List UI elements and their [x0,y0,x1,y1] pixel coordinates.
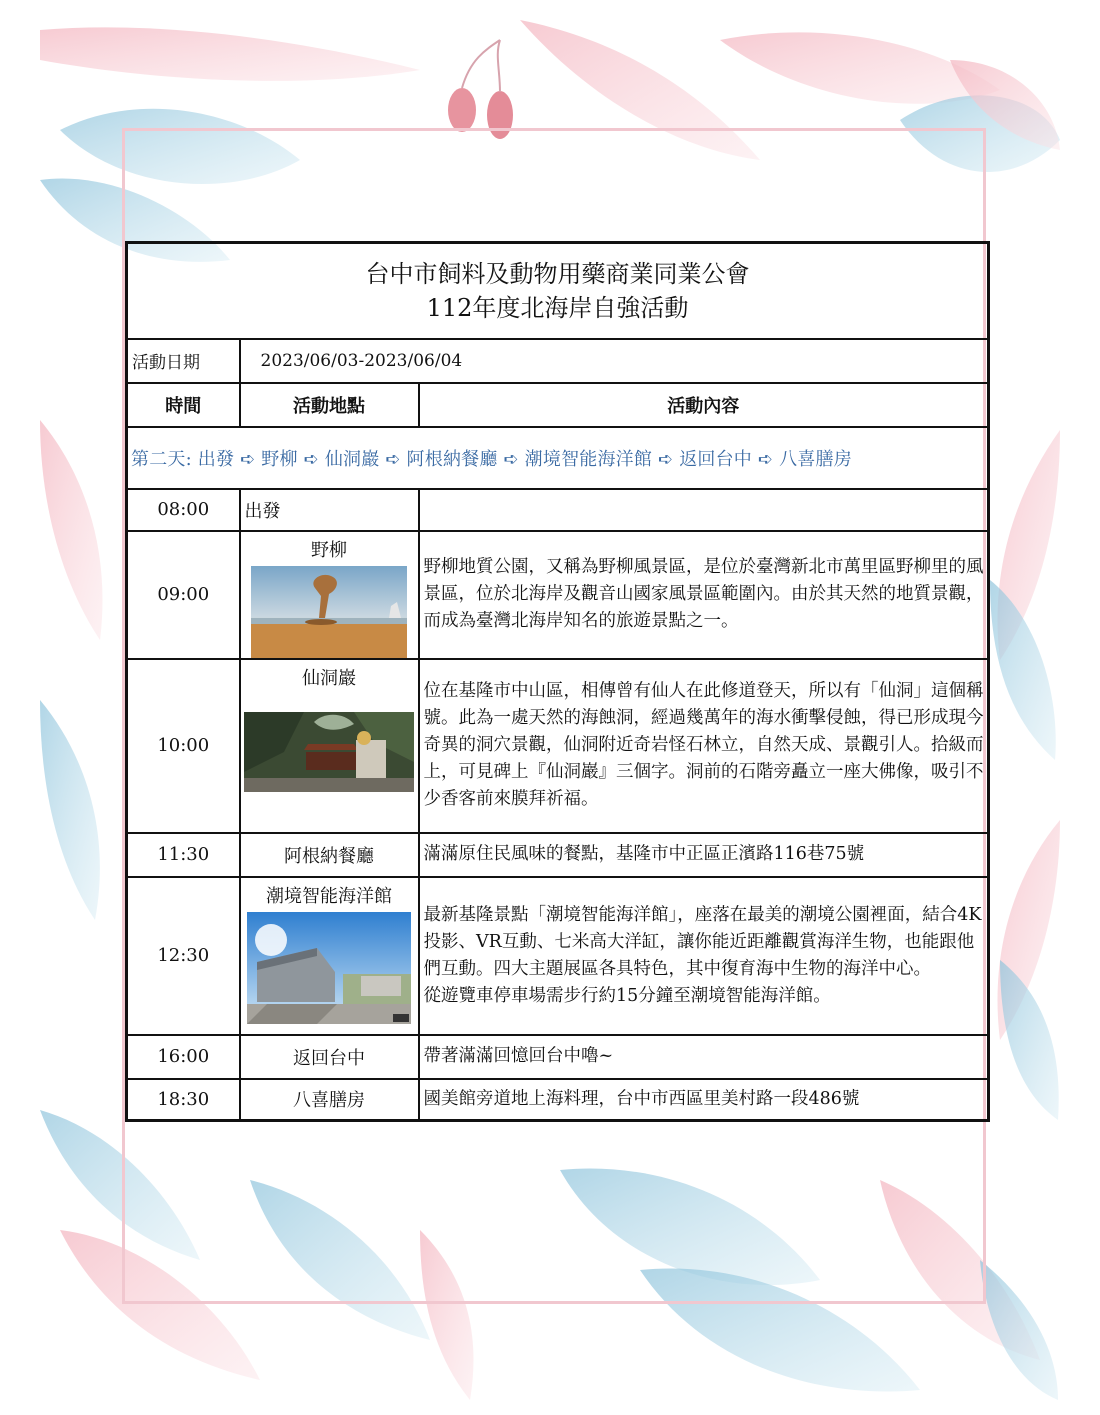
row-content-note: 從遊覽車停車場需步行約15分鐘至潮境智能海洋館。 [423,985,831,1006]
row-content: 滿滿原住民風味的餐點，基隆市中正區正濱路116巷75號 [419,833,989,877]
title-cell [127,243,989,339]
row-content: 最新基隆景點「潮境智能海洋館」，座落在最美的潮境公園裡面，結合4K投影、VR互動、七米高大洋缸，讓你能近距離觀賞海洋生物，也能跟他們互動。四大主題展區各具特色，其中復育海中生物的海洋中心。 [423,904,982,979]
row-time: 08:00 [127,489,240,531]
page-subtitle: 112年度北海岸自強活動 [426,293,689,322]
row-content [419,489,989,531]
schedule-table [125,241,990,1122]
column-header-content: 活動內容 [419,383,989,427]
date-label: 活動日期 [127,339,240,383]
column-header-time: 時間 [127,383,240,427]
table-row [127,1079,989,1121]
date-value: 2023/06/03-2023/06/04 [240,339,989,383]
row-place: 野柳 [311,539,347,561]
table-row [127,659,989,833]
row-place: 八喜膳房 [240,1079,419,1121]
row-content: 國美館旁道地上海料理，台中市西區里美村路一段486號 [419,1079,989,1121]
table-row [127,877,989,1035]
xiandong-cave-photo [244,712,414,792]
table-row [127,489,989,531]
row-content: 位在基隆市中山區，相傳曾有仙人在此修道登天，所以有「仙洞」這個稱號。此為一處天然的海蝕洞，經過幾萬年的海水衝擊侵蝕，得已形成現今奇異的洞穴景觀，仙洞附近奇岩怪石林立，自然天成、景觀引人。拾級而上，可見碑上『仙洞巖』三個字。洞前的石階旁矗立一座大佛像，吸引不少香客前來膜拜祈福。 [419,659,989,833]
row-place: 潮境智能海洋館 [266,885,392,907]
row-place-cell [240,877,419,1035]
row-content-cell [419,877,989,1035]
column-header-place: 活動地點 [240,383,419,427]
ocean-museum-photo [247,912,411,1024]
row-time: 18:30 [127,1079,240,1121]
row-content: 野柳地質公園，又稱為野柳風景區，是位於臺灣新北市萬里區野柳里的風景區，位於北海岸及觀音山國家風景區範圍內。由於其天然的地質景觀，而成為臺灣北海岸知名的旅遊景點之一。 [419,531,989,659]
row-time: 12:30 [127,877,240,1035]
row-place: 仙洞巖 [302,667,356,689]
row-time: 09:00 [127,531,240,659]
row-place-cell [240,659,419,833]
row-place: 出發 [240,489,419,531]
row-place-cell [240,531,419,659]
row-time: 11:30 [127,833,240,877]
row-time: 16:00 [127,1035,240,1079]
page-title: 台中市飼料及動物用藥商業同業公會 [365,259,750,288]
table-row [127,531,989,659]
row-time: 10:00 [127,659,240,833]
day-route: 第二天: 出發 ➪ 野柳 ➪ 仙洞巖 ➪ 阿根納餐廳 ➪ 潮境智能海洋館 ➪ 返回台中 ➪ 八喜膳房 [127,427,989,489]
yehliu-queen-head-rock-photo [251,566,407,658]
table-row [127,1035,989,1079]
table-row [127,833,989,877]
row-place: 返回台中 [240,1035,419,1079]
row-content: 帶著滿滿回憶回台中嚕~ [419,1035,989,1079]
row-place: 阿根納餐廳 [240,833,419,877]
